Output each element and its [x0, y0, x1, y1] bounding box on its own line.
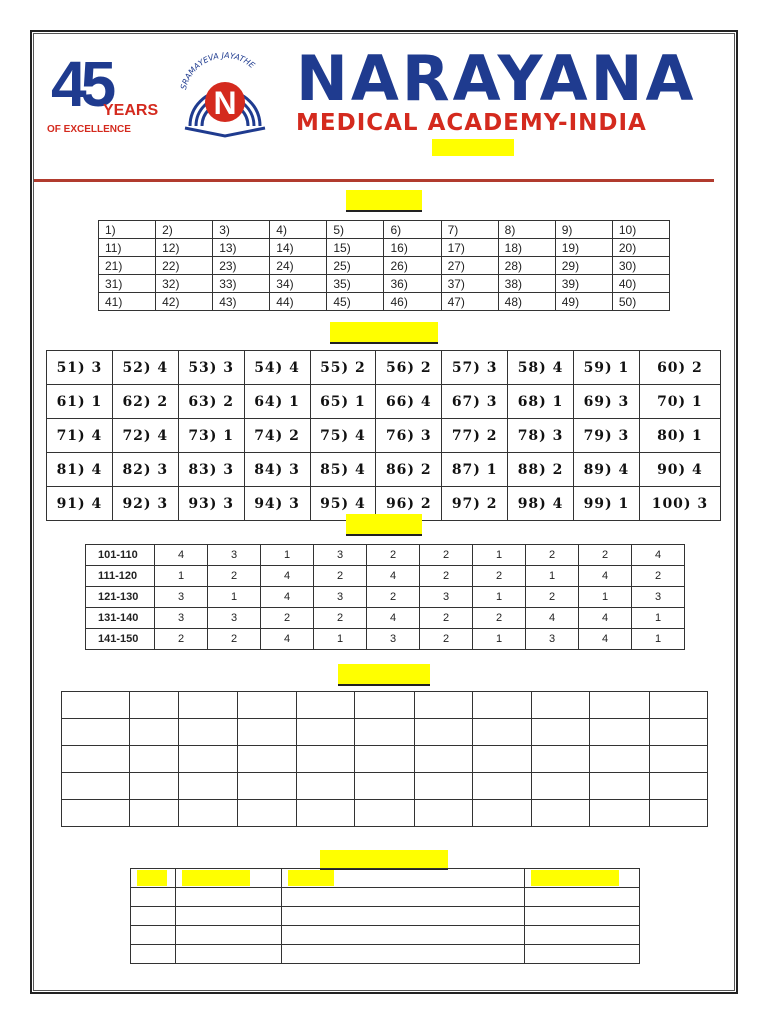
answer-cell: 92) 3 [112, 487, 178, 521]
empty-cell [355, 692, 414, 719]
empty-cell [355, 746, 414, 773]
answer-cell: 2 [208, 566, 261, 587]
answer-cell: 59) 1 [574, 351, 640, 385]
empty-cell [130, 719, 178, 746]
question-number-cell: 16) [384, 239, 441, 257]
section-3-highlight [346, 514, 422, 536]
answer-cell: 2 [314, 566, 367, 587]
empty-cell [355, 800, 414, 827]
table-row [86, 566, 685, 587]
answer-cell: 63) 2 [178, 385, 244, 419]
empty-cell [414, 746, 472, 773]
question-number-cell: 4) [270, 221, 327, 239]
answer-cell: 4 [261, 629, 314, 650]
answer-cell: 82) 3 [112, 453, 178, 487]
empty-summary-table [130, 868, 640, 964]
answer-cell: 98) 4 [508, 487, 574, 521]
answer-cell: 1 [473, 545, 526, 566]
answer-cell: 58) 4 [508, 351, 574, 385]
empty-cell [649, 773, 707, 800]
question-number-cell: 37) [441, 275, 498, 293]
answer-cell: 1 [473, 587, 526, 608]
table-row [86, 608, 685, 629]
table-row [86, 629, 685, 650]
answer-cell: 1 [632, 629, 685, 650]
table-row [99, 293, 670, 311]
answer-cell: 56) 2 [376, 351, 442, 385]
table-row [86, 545, 685, 566]
question-number-cell: 49) [555, 293, 612, 311]
answer-cell: 1 [208, 587, 261, 608]
empty-cell [649, 800, 707, 827]
answer-cell: 90) 4 [639, 453, 720, 487]
question-number-cell: 18) [498, 239, 555, 257]
header-cell [175, 869, 281, 888]
question-number-cell: 48) [498, 293, 555, 311]
header-cell [131, 869, 176, 888]
empty-cell [237, 719, 296, 746]
table-row [47, 385, 721, 419]
empty-cell [62, 746, 130, 773]
answer-cell: 3 [314, 587, 367, 608]
question-number-cell: 29) [555, 257, 612, 275]
answer-cell: 1 [473, 629, 526, 650]
answer-cell: 97) 2 [442, 487, 508, 521]
question-number-cell: 24) [270, 257, 327, 275]
answer-cell: 55) 2 [310, 351, 376, 385]
table-row [62, 719, 708, 746]
answer-cell: 3 [155, 608, 208, 629]
answer-cell: 80) 1 [639, 419, 720, 453]
empty-cell [237, 692, 296, 719]
answer-cell: 83) 3 [178, 453, 244, 487]
answer-cell: 85) 4 [310, 453, 376, 487]
answer-cell: 57) 3 [442, 351, 508, 385]
empty-cell [524, 945, 639, 964]
empty-cell [297, 692, 355, 719]
answer-cell: 54) 4 [244, 351, 310, 385]
empty-cell [178, 773, 237, 800]
answer-cell: 76) 3 [376, 419, 442, 453]
question-number-cell: 39) [555, 275, 612, 293]
question-number-cell: 27) [441, 257, 498, 275]
question-number-cell: 15) [327, 239, 384, 257]
answer-cell: 1 [579, 587, 632, 608]
answer-cell: 69) 3 [574, 385, 640, 419]
empty-cell [524, 888, 639, 907]
empty-cell [532, 692, 590, 719]
answer-cell: 4 [367, 566, 420, 587]
range-label-cell: 131-140 [86, 608, 155, 629]
badge-years: YEARS [103, 102, 159, 119]
answer-cell: 3 [367, 629, 420, 650]
empty-cell [649, 692, 707, 719]
answer-cell: 4 [367, 608, 420, 629]
answer-cell: 2 [367, 545, 420, 566]
emblem-motto: SRAMAYEVA JAYATHE [178, 50, 257, 91]
empty-cell [175, 888, 281, 907]
empty-cell [297, 800, 355, 827]
question-number-cell: 47) [441, 293, 498, 311]
empty-cell [130, 746, 178, 773]
empty-cell [524, 926, 639, 945]
question-number-cell: 42) [156, 293, 213, 311]
empty-cell [282, 926, 525, 945]
answer-cell: 66) 4 [376, 385, 442, 419]
answer-key-51-100 [46, 350, 721, 521]
answer-cell: 2 [155, 629, 208, 650]
table-header-row [131, 869, 640, 888]
table-row [62, 692, 708, 719]
answer-cell: 71) 4 [47, 419, 113, 453]
question-number-cell: 34) [270, 275, 327, 293]
answer-cell: 4 [261, 566, 314, 587]
question-number-cell: 35) [327, 275, 384, 293]
table-row [86, 587, 685, 608]
question-number-cell: 8) [498, 221, 555, 239]
answer-cell: 4 [155, 545, 208, 566]
empty-cell [649, 719, 707, 746]
empty-cell [175, 945, 281, 964]
answer-cell: 93) 3 [178, 487, 244, 521]
header-highlight [137, 870, 167, 886]
answer-cell: 68) 1 [508, 385, 574, 419]
answer-cell: 99) 1 [574, 487, 640, 521]
empty-cell [237, 773, 296, 800]
empty-cell [414, 800, 472, 827]
question-number-cell: 3) [213, 221, 270, 239]
empty-cell [472, 692, 531, 719]
answer-cell: 2 [367, 587, 420, 608]
empty-cell [472, 719, 531, 746]
empty-cell [282, 907, 525, 926]
answer-cell: 77) 2 [442, 419, 508, 453]
range-label-cell: 101-110 [86, 545, 155, 566]
answer-cell: 2 [420, 545, 473, 566]
answer-cell: 4 [632, 545, 685, 566]
empty-cell [297, 719, 355, 746]
question-number-cell: 20) [612, 239, 669, 257]
table-row [131, 907, 640, 926]
question-number-cell: 45) [327, 293, 384, 311]
answer-cell: 64) 1 [244, 385, 310, 419]
question-number-cell: 50) [612, 293, 669, 311]
title-highlight [432, 139, 514, 156]
empty-cell [282, 888, 525, 907]
question-number-cell: 41) [99, 293, 156, 311]
empty-cell [297, 773, 355, 800]
empty-cell [532, 719, 590, 746]
answer-cell: 1 [526, 566, 579, 587]
badge-number: 45 [51, 48, 111, 120]
empty-cell [590, 692, 649, 719]
question-number-cell: 43) [213, 293, 270, 311]
answer-cell: 3 [208, 545, 261, 566]
answer-cell: 1 [632, 608, 685, 629]
answer-cell: 75) 4 [310, 419, 376, 453]
answer-cell: 88) 2 [508, 453, 574, 487]
answer-cell: 2 [579, 545, 632, 566]
question-number-cell: 14) [270, 239, 327, 257]
answer-cell: 4 [579, 566, 632, 587]
empty-cell [178, 800, 237, 827]
question-number-cell: 1) [99, 221, 156, 239]
answer-cell: 94) 3 [244, 487, 310, 521]
question-number-cell: 36) [384, 275, 441, 293]
question-number-cell: 13) [213, 239, 270, 257]
answer-cell: 70) 1 [639, 385, 720, 419]
question-number-cell: 22) [156, 257, 213, 275]
answer-cell: 81) 4 [47, 453, 113, 487]
answer-cell: 2 [526, 545, 579, 566]
question-number-cell: 26) [384, 257, 441, 275]
header-cell [282, 869, 525, 888]
answer-cell: 72) 4 [112, 419, 178, 453]
empty-cell [62, 773, 130, 800]
answer-cell: 62) 2 [112, 385, 178, 419]
table-row [62, 800, 708, 827]
question-number-cell: 10) [612, 221, 669, 239]
range-label-cell: 111-120 [86, 566, 155, 587]
answer-cell: 53) 3 [178, 351, 244, 385]
empty-cell [524, 907, 639, 926]
table-row [47, 351, 721, 385]
answer-key-1-50 [98, 220, 670, 311]
empty-cell [649, 746, 707, 773]
range-label-cell: 141-150 [86, 629, 155, 650]
empty-cell [590, 800, 649, 827]
question-number-cell: 30) [612, 257, 669, 275]
empty-cell [472, 773, 531, 800]
empty-cell [237, 800, 296, 827]
empty-cell [62, 692, 130, 719]
badge-tagline: OF EXCELLENCE [47, 124, 131, 135]
empty-answer-grid [61, 691, 708, 827]
header-highlight [288, 870, 334, 886]
table-row [47, 453, 721, 487]
answer-cell: 3 [526, 629, 579, 650]
table-row [99, 275, 670, 293]
emblem-letter: N [213, 85, 237, 121]
question-number-cell: 21) [99, 257, 156, 275]
table-row [47, 419, 721, 453]
answer-cell: 1 [314, 629, 367, 650]
narayana-emblem-logo [165, 40, 285, 140]
empty-cell [532, 800, 590, 827]
answer-cell: 2 [420, 608, 473, 629]
table-row [62, 746, 708, 773]
question-number-cell: 2) [156, 221, 213, 239]
question-number-cell: 38) [498, 275, 555, 293]
question-number-cell: 25) [327, 257, 384, 275]
answer-cell: 2 [314, 608, 367, 629]
question-number-cell: 40) [612, 275, 669, 293]
answer-key-101-150 [85, 544, 685, 650]
empty-cell [178, 692, 237, 719]
table-row [131, 926, 640, 945]
empty-cell [355, 773, 414, 800]
answer-cell: 65) 1 [310, 385, 376, 419]
answer-cell: 84) 3 [244, 453, 310, 487]
empty-cell [282, 945, 525, 964]
empty-cell [178, 719, 237, 746]
answer-cell: 2 [473, 566, 526, 587]
empty-cell [62, 719, 130, 746]
answer-cell: 87) 1 [442, 453, 508, 487]
table-row [131, 888, 640, 907]
anniversary-badge-logo [45, 48, 159, 142]
question-number-cell: 33) [213, 275, 270, 293]
empty-cell [472, 746, 531, 773]
answer-cell: 60) 2 [639, 351, 720, 385]
answer-cell: 78) 3 [508, 419, 574, 453]
brand-name: NARAYANA [296, 42, 697, 115]
empty-cell [175, 926, 281, 945]
empty-cell [532, 746, 590, 773]
empty-cell [590, 719, 649, 746]
question-number-cell: 23) [213, 257, 270, 275]
answer-cell: 91) 4 [47, 487, 113, 521]
question-number-cell: 7) [441, 221, 498, 239]
table-row [62, 773, 708, 800]
question-number-cell: 44) [270, 293, 327, 311]
answer-cell: 2 [420, 566, 473, 587]
question-number-cell: 6) [384, 221, 441, 239]
answer-cell: 95) 4 [310, 487, 376, 521]
empty-cell [472, 800, 531, 827]
empty-cell [131, 926, 176, 945]
answer-cell: 3 [155, 587, 208, 608]
answer-cell: 3 [314, 545, 367, 566]
empty-cell [414, 719, 472, 746]
section-5-highlight [320, 850, 448, 870]
answer-cell: 100) 3 [639, 487, 720, 521]
answer-cell: 67) 3 [442, 385, 508, 419]
empty-cell [175, 907, 281, 926]
question-number-cell: 32) [156, 275, 213, 293]
empty-cell [131, 907, 176, 926]
table-row [99, 257, 670, 275]
table-row [99, 221, 670, 239]
section-2-highlight [330, 322, 438, 344]
question-number-cell: 19) [555, 239, 612, 257]
header-rule [34, 179, 714, 182]
answer-cell: 2 [420, 629, 473, 650]
answer-cell: 61) 1 [47, 385, 113, 419]
header-highlight [182, 870, 250, 886]
answer-cell: 2 [208, 629, 261, 650]
answer-cell: 2 [261, 608, 314, 629]
table-row [131, 945, 640, 964]
brand-subtitle: MEDICAL ACADEMY-INDIA [296, 110, 647, 136]
answer-cell: 4 [261, 587, 314, 608]
empty-cell [297, 746, 355, 773]
empty-cell [178, 746, 237, 773]
empty-cell [130, 800, 178, 827]
empty-cell [532, 773, 590, 800]
question-number-cell: 28) [498, 257, 555, 275]
question-number-cell: 12) [156, 239, 213, 257]
answer-cell: 3 [208, 608, 261, 629]
answer-cell: 89) 4 [574, 453, 640, 487]
answer-cell: 2 [473, 608, 526, 629]
answer-cell: 3 [420, 587, 473, 608]
answer-cell: 79) 3 [574, 419, 640, 453]
answer-cell: 73) 1 [178, 419, 244, 453]
empty-cell [590, 773, 649, 800]
question-number-cell: 11) [99, 239, 156, 257]
question-number-cell: 31) [99, 275, 156, 293]
empty-cell [414, 692, 472, 719]
range-label-cell: 121-130 [86, 587, 155, 608]
answer-cell: 86) 2 [376, 453, 442, 487]
answer-cell: 2 [526, 587, 579, 608]
header-highlight [531, 870, 619, 886]
answer-cell: 4 [579, 629, 632, 650]
answer-cell: 52) 4 [112, 351, 178, 385]
question-number-cell: 5) [327, 221, 384, 239]
question-number-cell: 17) [441, 239, 498, 257]
section-4-highlight [338, 664, 430, 686]
empty-cell [237, 746, 296, 773]
answer-cell: 2 [632, 566, 685, 587]
empty-cell [131, 888, 176, 907]
table-row [99, 239, 670, 257]
empty-cell [590, 746, 649, 773]
empty-cell [62, 800, 130, 827]
section-1-highlight [346, 190, 422, 212]
answer-cell: 96) 2 [376, 487, 442, 521]
empty-cell [414, 773, 472, 800]
answer-cell: 51) 3 [47, 351, 113, 385]
answer-cell: 1 [261, 545, 314, 566]
empty-cell [355, 719, 414, 746]
empty-cell [130, 773, 178, 800]
empty-cell [130, 692, 178, 719]
question-number-cell: 9) [555, 221, 612, 239]
header-cell [524, 869, 639, 888]
question-number-cell: 46) [384, 293, 441, 311]
answer-cell: 1 [155, 566, 208, 587]
answer-cell: 3 [632, 587, 685, 608]
empty-cell [131, 945, 176, 964]
answer-cell: 4 [579, 608, 632, 629]
answer-cell: 4 [526, 608, 579, 629]
answer-cell: 74) 2 [244, 419, 310, 453]
